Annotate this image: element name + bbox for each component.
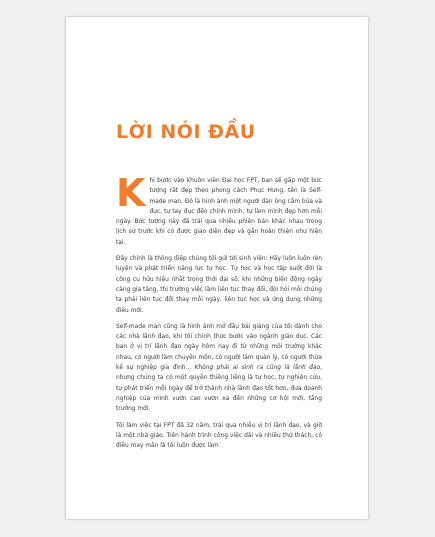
paragraph-1-text: hi bước vào khuôn viên Đại học FPT, bạn sẽ gặp một bức tượng rất đẹp theo phong cách Phục Hưng, tên là Self-made man. Đó là hình ảnh một người đàn ông cầm búa và đục, tự tay đục đẽo chính mình, tự làm mình đẹp hơn mỗi ngày. Bức tượng này đã trải qua nhiều phiên bản khác nhau trong lịch sử trước khi có được giao diện đẹp và gần hoàn thiện như hiện tại. [116,178,322,246]
paragraph-3-italic: Không phải ai sinh ra cũng là lãnh đạo [194,365,321,372]
paragraph-2: Đây chính là thông điệp chúng tôi gửi tới sinh viên: Hãy luôn luôn rèn luyện và phát triển năng lực tự học. Tự học và học tập suốt đời là công cụ hữu hiệu nhất trong thời đại số, khi những biến động ngày càng gia tăng, thị trường việc làm liên tục thay đổi, đòi hỏi mỗi chúng ta phải liên tục đổi thay mỗi ngày, liên tục học và ứng dụng những điều mới. [116,256,322,314]
paragraph-4: Tôi làm việc tại FPT đã 32 năm, trải qua nhiều vị trí lãnh đạo, và giờ là một nhà giáo. Trên hành trình công việc dài và nhiều thử thách, có điều may mắn là tôi luôn được làm [116,422,322,450]
paragraph-3-text-b: , nhưng chúng ta có một quyền thiêng liêng là tự học, tự nghiên cứu, tự phát triển mỗi ngày để trở thành nhà lãnh đạo tốt hơn, đưa doanh nghiệp của mình vươn cao vươn xa đến những cơ hội mới, tầng trưởng mới. [116,365,322,413]
paragraph-1 [116,171,322,248]
paragraph-3 [116,322,322,415]
body-text [116,171,322,457]
page-heading: LỜI NÓI ĐẦU [116,121,256,143]
book-page [66,17,368,519]
drop-cap: K [116,171,146,215]
paragraph-3-text-a: Self-made man cũng là hình ảnh mở đầu bài giảng của tôi dành cho các nhà lãnh đạo, khi tôi chính thức bước vào ngành giáo dục. Các bạn ở vị trí lãnh đạo ngày hôm nay đi từ những môi trường khác nhau, có người làm chuyên môn, có người làm quản lý, có người thừa kế sự nghiệp gia đình... [116,323,322,372]
